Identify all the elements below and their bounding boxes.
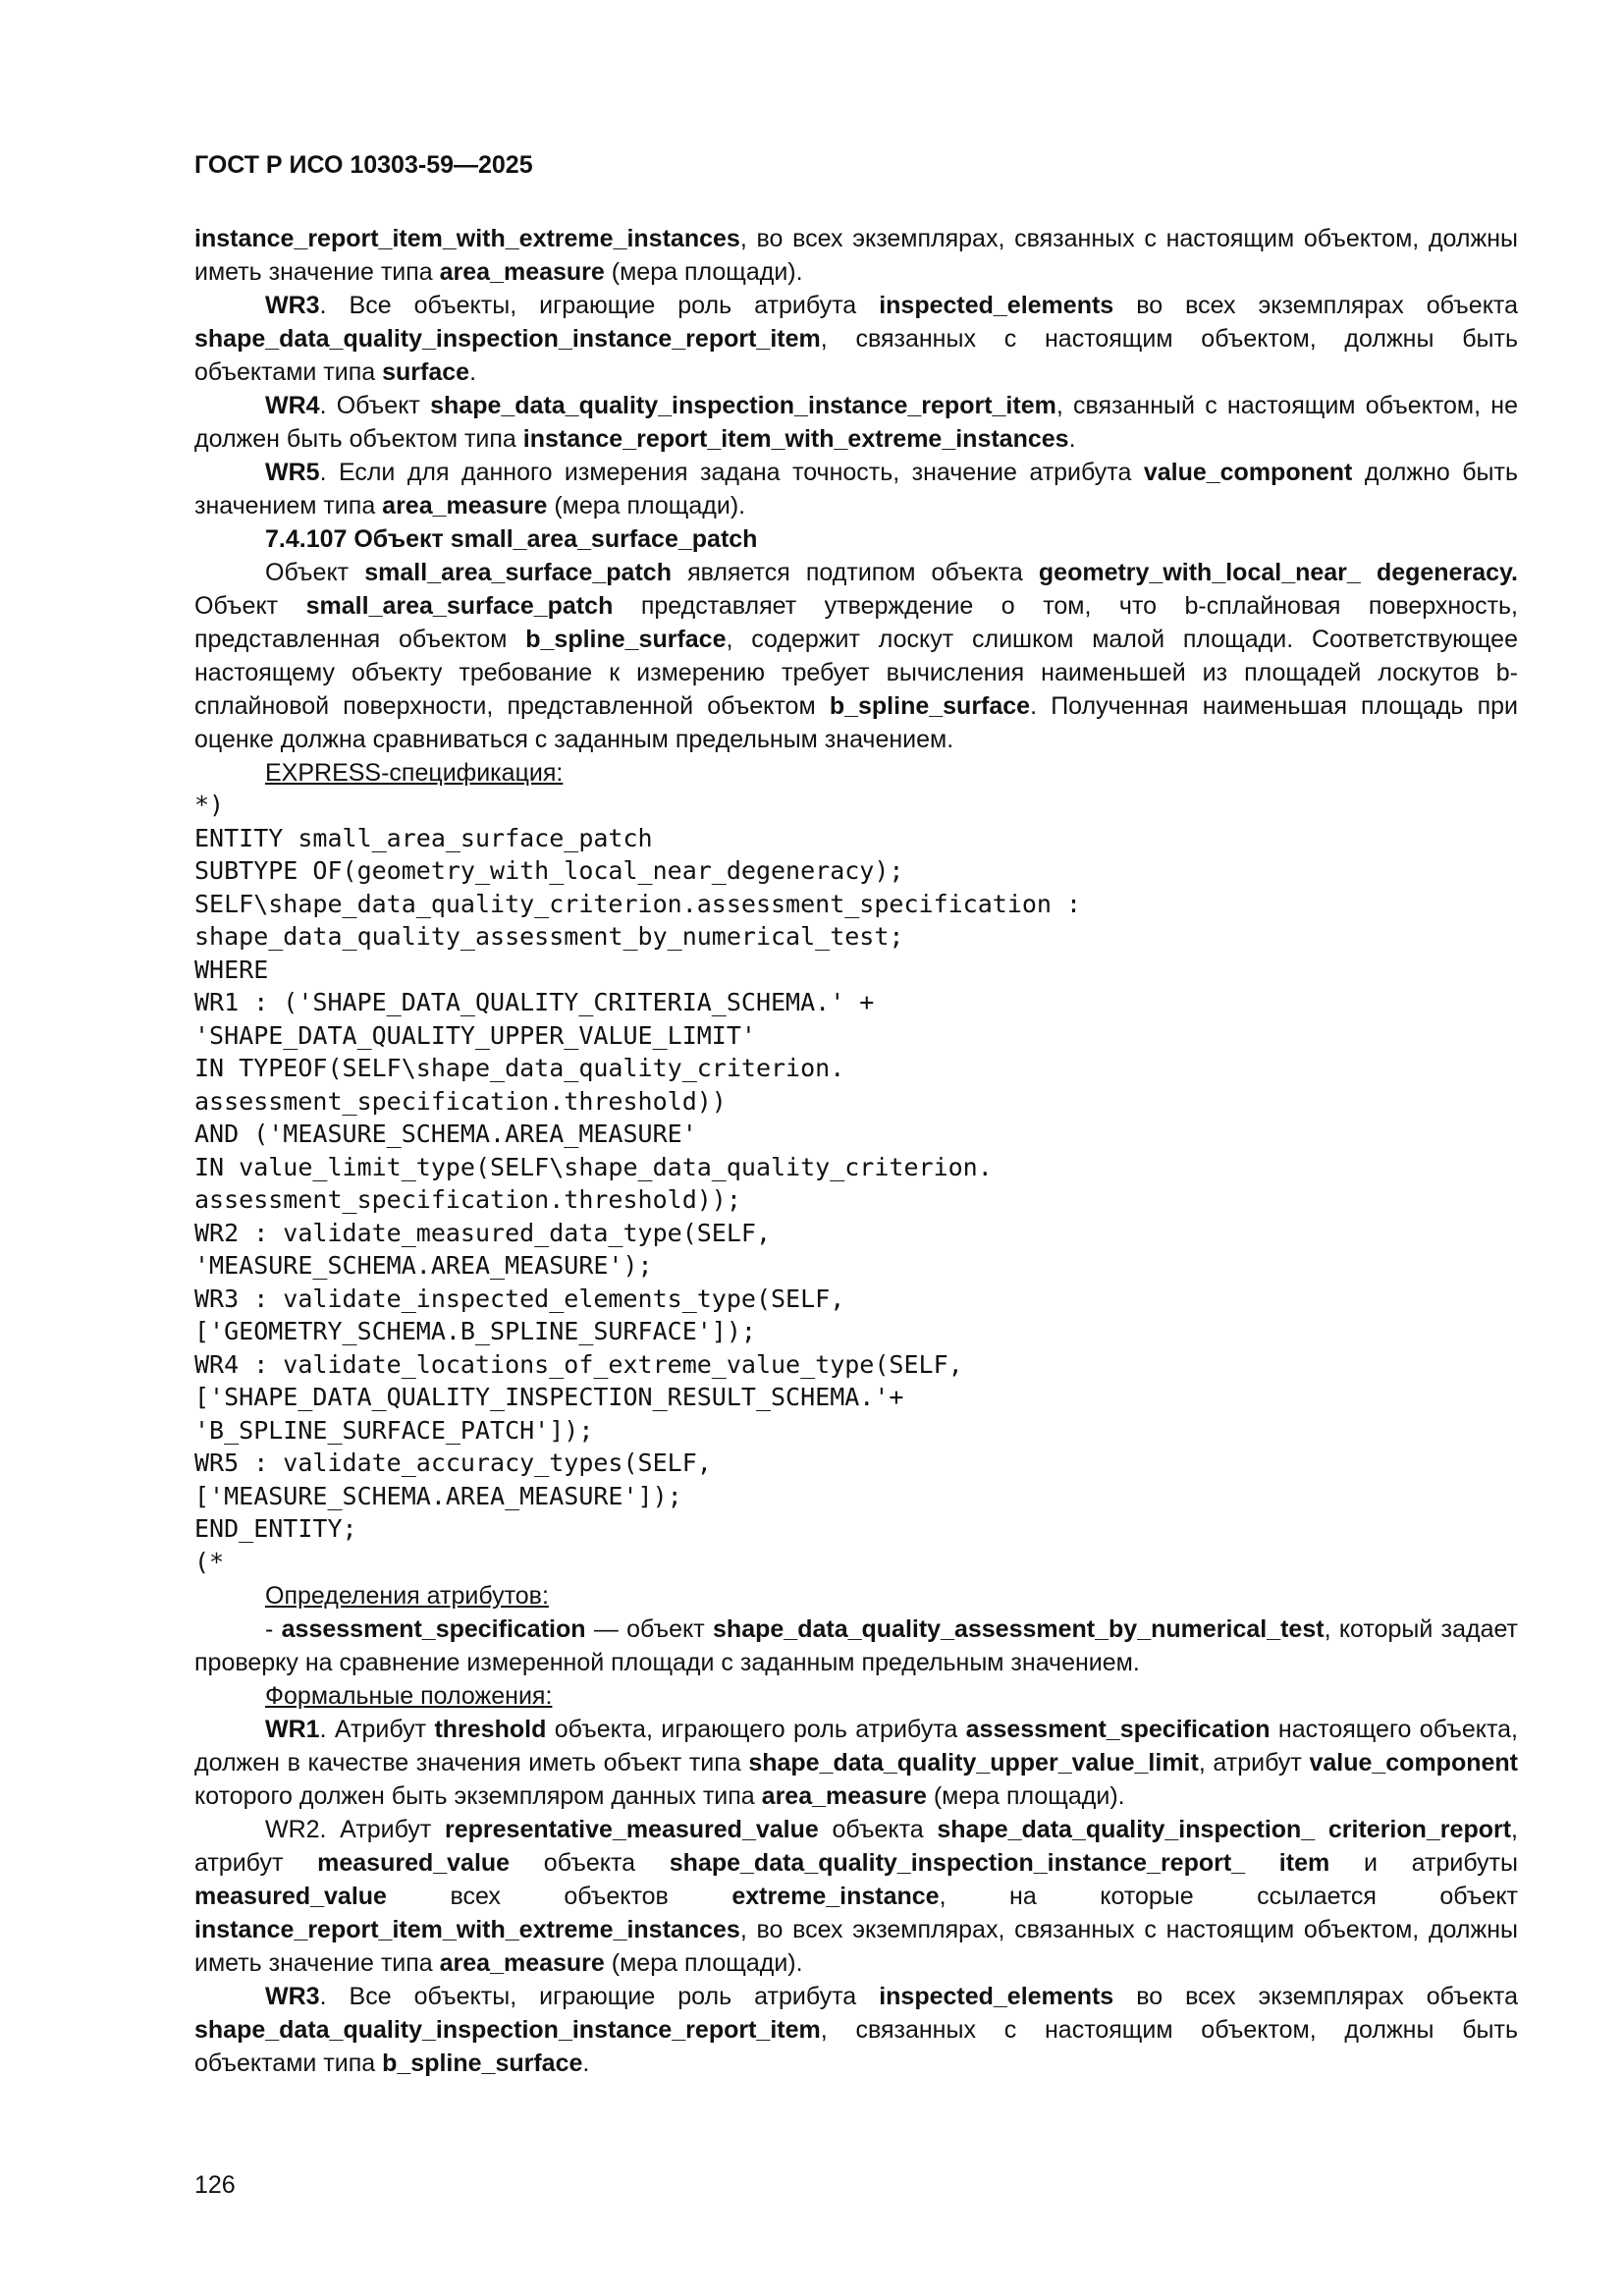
text: (мера площади). — [604, 1949, 803, 1977]
text: - — [265, 1615, 282, 1643]
code-line: 'B_SPLINE_SURFACE_PATCH']); — [194, 1415, 594, 1445]
code-line: SELF\shape_data_quality_criterion.assessment_specification : — [194, 889, 1082, 918]
code-line: ENTITY small_area_surface_patch — [194, 823, 653, 852]
text: объекта, играющего роль атрибута — [546, 1716, 966, 1743]
text: , атрибут — [194, 1816, 1518, 1877]
term: shape_data_quality_inspection_instance_report_item — [194, 2016, 821, 2044]
code-line: WR5 : validate_accuracy_types(SELF, — [194, 1449, 712, 1477]
text: (мера площади). — [926, 1782, 1125, 1810]
text: (мера площади). — [604, 258, 803, 286]
code-line: *) — [194, 791, 225, 819]
term: b_spline_surface — [525, 626, 727, 653]
rule-wr5 — [194, 456, 1518, 522]
term: instance_report_item_with_extreme_instances — [194, 225, 740, 252]
term: small_area_surface_patch — [364, 559, 672, 586]
section-top — [194, 222, 1518, 790]
term: inspected_elements — [879, 292, 1114, 319]
code-line: END_ENTITY; — [194, 1514, 357, 1543]
term: extreme_instance — [731, 1883, 940, 1910]
term: shape_data_quality_assessment_by_numerical_test — [713, 1615, 1325, 1643]
rule-wr3-bottom — [194, 1980, 1518, 2080]
text: . — [582, 2050, 590, 2077]
text: Объект — [194, 592, 306, 620]
text: . Атрибут — [319, 1716, 435, 1743]
text: . — [1068, 425, 1076, 453]
term: small_area_surface_patch — [305, 592, 614, 620]
text: и атрибуты — [1329, 1849, 1519, 1877]
text: во всех экземплярах объекта — [1113, 1983, 1518, 2010]
code-line: assessment_specification.threshold)); — [194, 1185, 741, 1214]
term: shape_data_quality_inspection_instance_report_item — [430, 392, 1056, 419]
rule-label: WR3 — [265, 292, 320, 319]
code-line: shape_data_quality_assessment_by_numerical_test; — [194, 922, 904, 951]
rule-label: WR1 — [265, 1716, 320, 1743]
text: — объект — [585, 1615, 714, 1643]
term: shape_data_quality_inspection_ criterion_report — [937, 1816, 1512, 1843]
code-line: IN value_limit_type(SELF\shape_data_quality_criterion. — [194, 1152, 993, 1181]
text: , на которые ссылается объект — [939, 1883, 1518, 1910]
text: (мера площади). — [547, 492, 746, 519]
rule-wr2 — [194, 1813, 1518, 1980]
rule-label: WR5 — [265, 459, 320, 486]
attributes-label: Определения атрибутов: — [265, 1582, 549, 1610]
code-line: WR2 : validate_measured_data_type(SELF, — [194, 1218, 771, 1247]
text: . Все объекты, играющие роль атрибута — [319, 1983, 880, 2010]
text: , во всех экземплярах, связанных с настоящим объектом, должны иметь значение типа — [194, 1916, 1518, 1977]
code-line: WHERE — [194, 955, 269, 984]
text: . — [469, 358, 477, 386]
attribute-definition — [194, 1613, 1518, 1679]
text: которого должен быть экземпляром данных типа — [194, 1782, 762, 1810]
term: instance_report_item_with_extreme_instances — [522, 425, 1069, 453]
term: representative_measured_value — [445, 1816, 819, 1843]
term: threshold — [434, 1716, 547, 1743]
code-line: WR4 : validate_locations_of_extreme_value_type(SELF, — [194, 1349, 963, 1379]
text: . Объект — [319, 392, 431, 419]
code-line: 'SHAPE_DATA_QUALITY_UPPER_VALUE_LIMIT' — [194, 1020, 756, 1050]
document-header: ГОСТ Р ИСО 10303-59—2025 — [194, 151, 533, 179]
text: , связанный с настоящим объектом, не должен быть объектом типа — [194, 392, 1518, 453]
text: объекта — [510, 1849, 670, 1877]
page-number: 126 — [194, 2171, 236, 2199]
term: value_component — [1309, 1749, 1518, 1777]
term: geometry_with_local_near_ degeneracy. — [1038, 559, 1518, 586]
code-line: ['SHAPE_DATA_QUALITY_INSPECTION_RESULT_SCHEMA.'+ — [194, 1383, 904, 1411]
term: b_spline_surface — [382, 2050, 583, 2077]
rule-wr1 — [194, 1713, 1518, 1813]
rule-wr3 — [194, 289, 1518, 389]
text: является подтипом объекта — [671, 559, 1039, 586]
text: . Если для данного измерения задана точность, значение атрибута — [319, 459, 1144, 486]
term: area_measure — [761, 1782, 927, 1810]
text: . Полученная наименьшая площадь при оценке должна сравниваться с заданным предельным значением. — [194, 692, 1518, 753]
text: , атрибут — [1198, 1749, 1310, 1777]
code-line: IN TYPEOF(SELF\shape_data_quality_criterion. — [194, 1054, 845, 1082]
rule-label: WR2. — [265, 1816, 327, 1843]
term: measured_value — [317, 1849, 511, 1877]
code-line: ['GEOMETRY_SCHEMA.B_SPLINE_SURFACE']); — [194, 1317, 756, 1345]
text: , во всех экземплярах, связанных с настоящим объектом, должны иметь значение типа — [194, 225, 1518, 286]
code-line: assessment_specification.threshold)) — [194, 1086, 727, 1116]
code-line: SUBTYPE OF(geometry_with_local_near_degeneracy); — [194, 856, 904, 885]
text: , содержит лоскут слишком малой площади. Соответствующее настоящему объекту требование к измерению требует вычисления наименьшей из площадей лоскутов b-сплайновой поверхности, представленной объектом — [194, 626, 1518, 720]
term: inspected_elements — [879, 1983, 1114, 2010]
paragraph-continuation — [194, 222, 1518, 289]
term: area_measure — [439, 258, 605, 286]
text: , связанных с настоящим объектом, должны быть объектами типа — [194, 325, 1518, 386]
term: measured_value — [194, 1883, 387, 1910]
text: во всех экземплярах объекта — [1113, 292, 1518, 319]
text: объекта — [818, 1816, 938, 1843]
text: Объект — [265, 559, 365, 586]
text: Атрибут — [326, 1816, 446, 1843]
code-line: WR1 : ('SHAPE_DATA_QUALITY_CRITERIA_SCHEMA.' + — [194, 988, 875, 1016]
term: shape_data_quality_inspection_instance_report_ item — [669, 1849, 1330, 1877]
term: area_measure — [439, 1949, 605, 1977]
term: b_spline_surface — [829, 692, 1031, 720]
code-line: (* — [194, 1547, 225, 1576]
code-line: AND ('MEASURE_SCHEMA.AREA_MEASURE' — [194, 1120, 697, 1148]
formal-label: Формальные положения: — [265, 1682, 553, 1710]
term: area_measure — [382, 492, 548, 519]
term: surface — [382, 358, 470, 386]
term: assessment_specification — [965, 1716, 1271, 1743]
rule-wr4 — [194, 389, 1518, 456]
text: всех объектов — [386, 1883, 732, 1910]
section-bottom — [194, 1579, 1518, 2080]
text: представляет утверждение о том, что b-сплайновая поверхность, представленная объектом — [194, 592, 1519, 653]
code-line: 'MEASURE_SCHEMA.AREA_MEASURE'); — [194, 1251, 653, 1280]
term: shape_data_quality_inspection_instance_report_item — [194, 325, 821, 353]
entity-description — [194, 556, 1518, 756]
text: , связанных с настоящим объектом, должны быть объектами типа — [194, 2016, 1518, 2077]
text: , который задает проверку на сравнение измеренной площади с заданным предельным значением. — [194, 1615, 1518, 1676]
code-line: WR3 : validate_inspected_elements_type(SELF, — [194, 1284, 845, 1313]
express-label: EXPRESS-спецификация: — [265, 759, 564, 787]
term: instance_report_item_with_extreme_instances — [194, 1916, 740, 1943]
term: value_component — [1143, 459, 1353, 486]
express-code-block — [194, 789, 1081, 1578]
text: должно быть значением типа — [194, 459, 1518, 519]
rule-label: WR3 — [265, 1983, 320, 2010]
text: настоящего объекта, должен в качестве значения иметь объект типа — [194, 1716, 1518, 1777]
rule-label: WR4 — [265, 392, 320, 419]
term: shape_data_quality_upper_value_limit — [748, 1749, 1199, 1777]
term: assessment_specification — [281, 1615, 586, 1643]
section-heading: 7.4.107 Объект small_area_surface_patch — [265, 525, 758, 553]
code-line: ['MEASURE_SCHEMA.AREA_MEASURE']); — [194, 1481, 682, 1510]
text: . Все объекты, играющие роль атрибута — [319, 292, 880, 319]
